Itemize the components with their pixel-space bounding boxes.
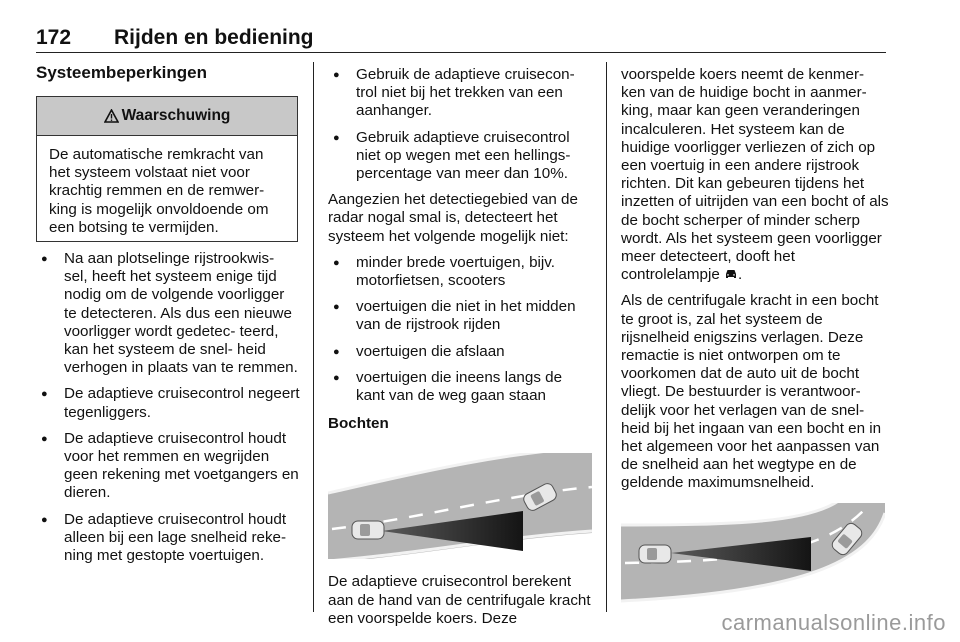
subheading-bochten: Bochten bbox=[328, 415, 389, 433]
chapter-title: Rijden en bediening bbox=[114, 26, 314, 49]
paragraph: Aangezien het detectiegebied van de radar nogal smal is, detecteert het systeem het volgende mogelijk niet: bbox=[328, 191, 578, 245]
column-3 bbox=[621, 66, 891, 623]
warning-box bbox=[36, 96, 298, 242]
col2-bullet-list-mid bbox=[328, 254, 594, 405]
car-indicator-icon bbox=[724, 268, 738, 280]
col2-bullet-list-top bbox=[328, 66, 594, 183]
list-item: ● De adaptieve cruisecontrol houdt voor het remmen en wegrijden geen rekening met voetgangers en dieren. bbox=[36, 430, 300, 503]
ego-car bbox=[352, 521, 384, 539]
list-item: ● De adaptieve cruisecontrol houdt alleen bij een lage snelheid reke- ning met gestopte voertuigen. bbox=[36, 511, 300, 566]
list-item: ● voertuigen die niet in het midden van de rijstrook rijden bbox=[328, 298, 594, 334]
list-item: ● voertuigen die ineens langs de kant van de weg gaan staan bbox=[328, 369, 594, 405]
column-divider-2 bbox=[606, 62, 607, 612]
column-divider-1 bbox=[313, 62, 314, 612]
list-item: ● minder brede voertuigen, bijv. motorfietsen, scooters bbox=[328, 254, 594, 290]
warning-header bbox=[37, 97, 297, 136]
curve-illustration-2 bbox=[621, 503, 885, 609]
paragraph-text: voorspelde koers neemt de kenmer- ken van de huidige bocht in aanmer- king, maar kan geen veranderingen incalculeren. Het systeem kan de huidige voorligger verliezen of zich op een voertuig in een andere rijstrook richten. Dit kan gebeuren tijdens het inzetten of uitrijden van een bocht of als de bocht scherper of minder scherp wordt. Als het systeem geen voorligger meer detecteert, dooft het controlelampje bbox=[621, 66, 889, 284]
warning-body: De automatische remkracht van het systeem volstaat niet voor krachtig remmen en de remwer- king is mogelijk onvoldoende om een botsing te vermijden. bbox=[49, 146, 269, 236]
list-item: ● Na aan plotselinge rijstrookwis- sel, heeft het systeem enige tijd nodig om de volgende voorligger te detecteren. Als dus een nieuwe voorligger wordt gedetec- teerd, kan het systeem de snel- heid verhogen in plaats van te remmen. bbox=[36, 250, 300, 377]
section-title: Systeembeperkingen bbox=[36, 63, 208, 82]
paragraph: Als de centrifugale kracht in een bocht te groot is, zal het systeem de rijsnelheid enigszins verlagen. Deze remactie is niet ontworpen om te voorkomen dat de auto uit de bocht vliegt. De bestuurder is verantwoor- delijk voor het verlagen van de snel- heid bij het ingaan van een bocht en in het algemeen voor het aanpassen van de snelheid aan het wegtype en de geldende maximumsnelheid. bbox=[621, 292, 882, 492]
ego-car bbox=[639, 545, 671, 563]
warning-triangle-icon bbox=[104, 109, 119, 123]
list-item: ● Gebruik adaptieve cruisecontrol niet op wegen met een hellings- percentage van meer dan 10%. bbox=[328, 129, 594, 184]
column-1 bbox=[36, 250, 300, 573]
paragraph: De adaptieve cruisecontrol berekent aan de hand van de centrifugale kracht een voorspelde koers. Deze bbox=[328, 573, 591, 627]
list-item: ● voertuigen die afslaan bbox=[328, 343, 594, 361]
watermark: carmanualsonline.info bbox=[721, 610, 946, 635]
curve-illustration-1 bbox=[328, 453, 592, 559]
page-header bbox=[36, 24, 886, 53]
list-item: ● Gebruik de adaptieve cruisecon- trol niet bij het trekken van een aanhanger. bbox=[328, 66, 594, 121]
list-item: ● De adaptieve cruisecontrol negeert tegenliggers. bbox=[36, 385, 300, 421]
column-2 bbox=[328, 66, 594, 636]
warning-title: Waarschuwing bbox=[121, 107, 231, 124]
paragraph bbox=[621, 66, 891, 284]
paragraph-text-end: . bbox=[738, 266, 743, 284]
page-number: 172 bbox=[36, 26, 72, 49]
col1-bullet-list bbox=[36, 250, 300, 565]
